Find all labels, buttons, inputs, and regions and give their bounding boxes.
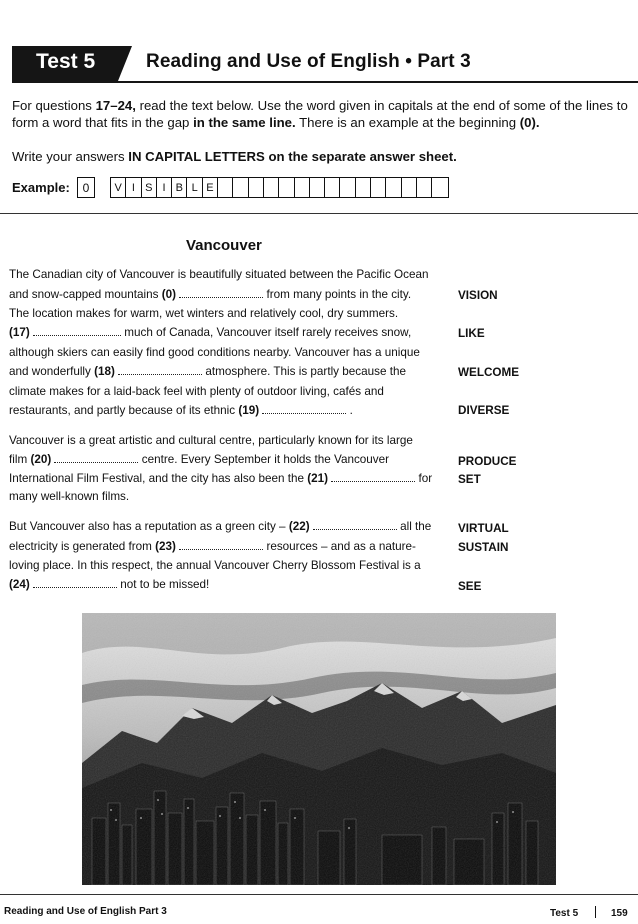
passage-line <box>9 559 421 572</box>
gap-17 <box>33 326 121 336</box>
passage-line <box>9 578 209 591</box>
skyline-illustration <box>82 613 556 885</box>
film-grain <box>82 613 556 885</box>
passage-line <box>9 472 432 485</box>
example-letter-cell <box>402 178 417 197</box>
text: loving place. In this respect, the annual Vancouver Cherry Blossom Festival is a <box>9 559 421 572</box>
passage-title: Vancouver <box>186 237 262 254</box>
example-letter-cell <box>218 178 233 197</box>
gap-18 <box>118 365 202 375</box>
text: and wonderfully <box>9 365 95 378</box>
gap-number-20: (20) <box>30 453 52 466</box>
text: electricity is generated from <box>9 540 156 553</box>
gap-22 <box>313 520 397 530</box>
example-letter-cell <box>386 178 401 197</box>
text: restaurants, and partly because of its ethnic <box>9 404 239 417</box>
text: although skiers can easily find good conditions nearby. Vancouver has a unique <box>9 346 420 359</box>
text: International Film Festival, and the city has also been the <box>9 472 308 485</box>
keyword-19: DIVERSE <box>458 404 510 417</box>
gap-24 <box>33 578 117 588</box>
text: . <box>346 404 353 417</box>
instr-example-ref: (0). <box>519 115 540 130</box>
gap-number-21: (21) <box>307 472 328 485</box>
instructions-line-2 <box>12 114 540 131</box>
example-letter-cell <box>340 178 355 197</box>
keyword-21: SET <box>458 473 481 486</box>
passage-line <box>9 540 416 553</box>
text: not to be missed! <box>117 578 210 591</box>
gap-number-0: (0) <box>161 288 176 301</box>
gap-number-23: (23) <box>155 540 176 553</box>
page-number: 159 <box>611 908 628 919</box>
separator-rule <box>0 213 638 214</box>
keyword-0: VISION <box>458 289 498 302</box>
passage-line <box>9 385 384 398</box>
instr-text: There is an example at the beginning <box>295 115 520 130</box>
gap-number-17: (17) <box>9 326 30 339</box>
text: But Vancouver also has a reputation as a green city – <box>9 520 289 533</box>
example-letter-cell: I <box>126 178 141 197</box>
text: and snow-capped mountains <box>9 288 162 301</box>
footer-section-title: Reading and Use of English Part 3 <box>4 906 167 917</box>
text: from many points in the city. <box>263 288 412 301</box>
text: film <box>9 453 31 466</box>
example-letter-cell <box>279 178 294 197</box>
keyword-22: VIRTUAL <box>458 522 509 535</box>
gap-21 <box>331 472 415 482</box>
passage-line <box>9 453 389 466</box>
example-letter-cell <box>432 178 447 197</box>
example-letter-cell: S <box>142 178 157 197</box>
footer-divider <box>595 906 596 918</box>
text: centre. Every September it holds the Vancouver <box>138 453 390 466</box>
instr-same-line: in the same line. <box>193 115 296 130</box>
passage-line <box>9 326 411 339</box>
text: many well-known films. <box>9 490 130 503</box>
instructions-line-3 <box>12 148 457 165</box>
example-letter-cell: B <box>172 178 187 197</box>
vancouver-skyline-photo <box>82 613 556 885</box>
example-answer-grid <box>110 177 449 198</box>
example-letter-cell: I <box>157 178 172 197</box>
keyword-18: WELCOME <box>458 366 520 379</box>
gap-number-24: (24) <box>9 578 30 591</box>
gap-number-22: (22) <box>288 520 310 533</box>
keyword-24: SEE <box>458 580 482 593</box>
gap-19 <box>262 404 346 414</box>
instructions-line-1 <box>12 97 628 114</box>
passage-line <box>9 434 413 447</box>
example-number-box: 0 <box>77 177 95 198</box>
gap-20 <box>54 453 138 463</box>
gap-number-19: (19) <box>238 404 260 417</box>
example-letter-cell <box>264 178 279 197</box>
passage-line <box>9 346 420 359</box>
text: atmosphere. This is partly because the <box>202 365 406 378</box>
keyword-23: SUSTAIN <box>458 541 509 554</box>
text: The location makes for warm, wet winters and relatively cool, dry summers. <box>9 307 399 320</box>
example-letter-cell <box>295 178 310 197</box>
keyword-17: LIKE <box>458 327 485 340</box>
instr-text: read the text below. Use the word given in capitals at the end of some of the lines to <box>135 98 628 113</box>
footer-rule <box>0 894 638 895</box>
passage-line <box>9 404 353 417</box>
passage-line <box>9 307 398 320</box>
page-title: Reading and Use of English • Part 3 <box>146 51 471 72</box>
example-letter-cell <box>249 178 264 197</box>
instr-questions: 17–24, <box>95 98 136 113</box>
text: resources – and as a nature- <box>263 540 416 553</box>
example-letter-cell <box>310 178 325 197</box>
instr-text: form a word that fits in the gap <box>12 115 194 130</box>
example-letter-cell <box>417 178 432 197</box>
example-letter-cell: E <box>203 178 218 197</box>
passage-line <box>9 490 129 503</box>
gap-0 <box>179 288 263 298</box>
passage-line <box>9 268 428 281</box>
example-label: Example: <box>12 180 70 195</box>
text: much of Canada, Vancouver itself rarely receives snow, <box>121 326 412 339</box>
instr-text: For questions <box>12 98 96 113</box>
header-rule <box>12 81 638 83</box>
text: all the <box>396 520 432 533</box>
keyword-20: PRODUCE <box>458 455 517 468</box>
passage-line <box>9 288 411 301</box>
example-letter-cell: L <box>187 178 202 197</box>
example-letter-cell <box>233 178 248 197</box>
passage-line <box>9 365 406 378</box>
gap-number-18: (18) <box>94 365 115 378</box>
instr-caps: IN CAPITAL LETTERS on the separate answer sheet. <box>128 149 457 164</box>
instr-text: Write your answers <box>12 149 129 164</box>
text: for <box>415 472 433 485</box>
example-letter-cell <box>325 178 340 197</box>
footer-test-label: Test 5 <box>550 908 579 919</box>
example-letter-cell <box>356 178 371 197</box>
test-label: Test 5 <box>36 50 96 73</box>
text: climate makes for a laid-back feel with plenty of outdoor living, cafés and <box>9 385 384 398</box>
text: The Canadian city of Vancouver is beautifully situated between the Pacific Ocean <box>9 268 429 281</box>
example-letter-cell <box>371 178 386 197</box>
gap-23 <box>179 540 263 550</box>
text: Vancouver is a great artistic and cultural centre, particularly known for its large <box>9 434 413 447</box>
example-letter-cell: V <box>111 178 126 197</box>
passage-line <box>9 520 431 533</box>
